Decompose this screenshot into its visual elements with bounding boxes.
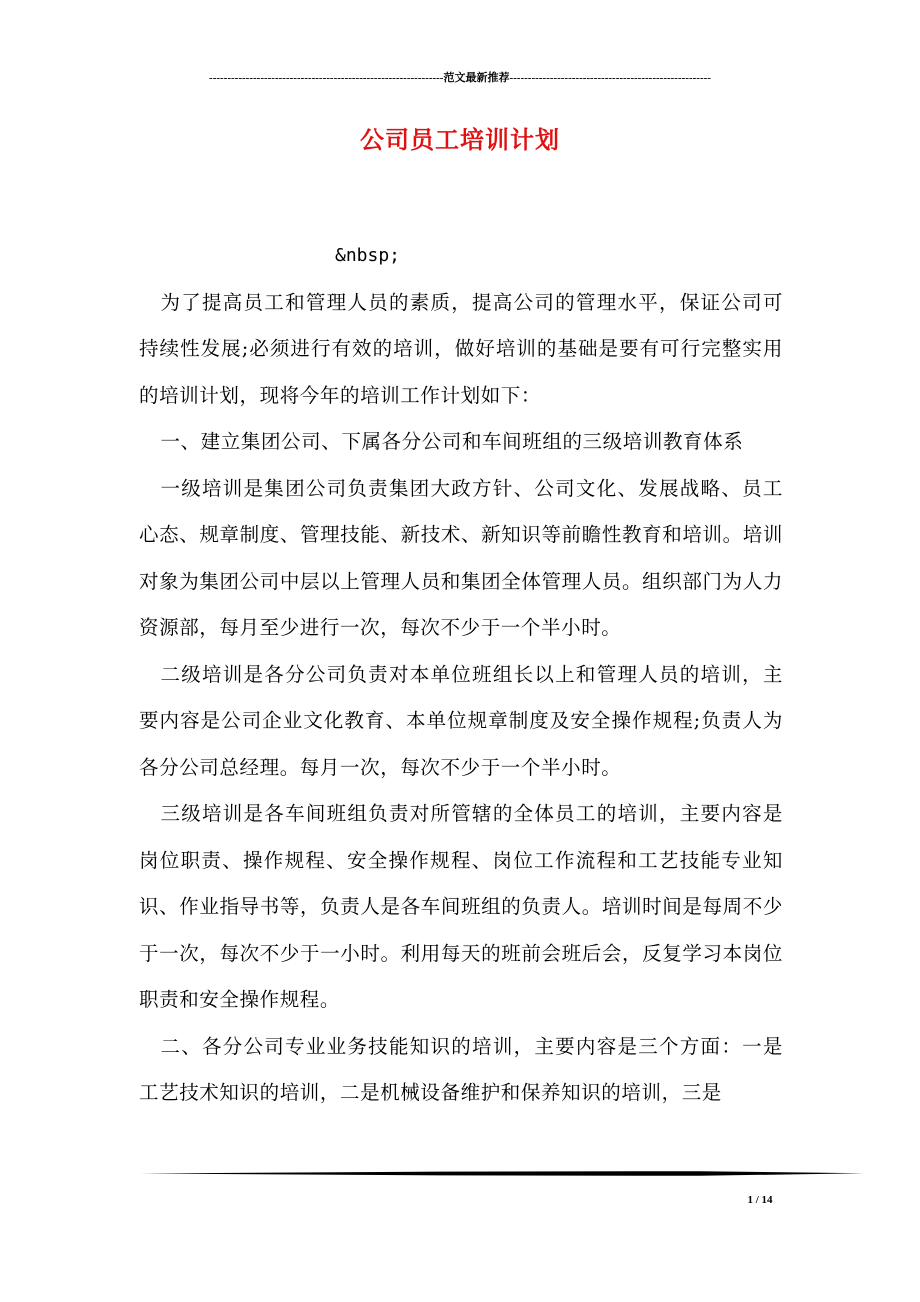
- header-banner: ----------------------------------------------------------------范文最新推荐-------------------------------------------------------: [209, 72, 711, 84]
- page-number: 1 / 14: [747, 1194, 773, 1206]
- document-title: 公司员工培训计划: [360, 125, 560, 154]
- paragraph-level-1: 一级培训是集团公司负责集团大政方针、公司文化、发展战略、员工心态、规章制度、管理技能、新技术、新知识等前瞻性教育和培训。培训对象为集团公司中层以上管理人员和集团全体管理人员。组织部门为人力资源部，每月至少进行一次，每次不少于一个半小时。: [139, 476, 783, 639]
- paragraph-section-1-heading: 一、建立集团公司、下属各分公司和车间班组的三级培训教育体系: [160, 430, 744, 453]
- document-body: [139, 233, 783, 1117]
- paragraph-intro: 为了提高员工和管理人员的素质，提高公司的管理水平，保证公司可持续性发展;必须进行有效的培训，做好培训的基础是要有可行完整实用的培训计划，现将今年的培训工作计划如下：: [139, 290, 783, 407]
- footer-rule: [140, 1171, 864, 1176]
- paragraph-level-3: 三级培训是各车间班组负责对所管辖的全体员工的培训，主要内容是岗位职责、操作规程、安全操作规程、岗位工作流程和工艺技能专业知识、作业指导书等，负责人是各车间班组的负责人。培训时间是每周不少于一次，每次不少于一小时。利用每天的班前会班后会，反复学习本岗位职责和安全操作规程。: [139, 802, 783, 1011]
- paragraph-section-2: 二、各分公司专业业务技能知识的培训，主要内容是三个方面：一是工艺技术知识的培训，二是机械设备维护和保养知识的培训，三是: [139, 1034, 783, 1104]
- paragraph-nbsp: &nbsp;: [335, 245, 401, 266]
- paragraph-level-2: 二级培训是各分公司负责对本单位班组长以上和管理人员的培训，主要内容是公司企业文化教育、本单位规章制度及安全操作规程;负责人为各分公司总经理。每月一次，每次不少于一个半小时。: [139, 662, 783, 779]
